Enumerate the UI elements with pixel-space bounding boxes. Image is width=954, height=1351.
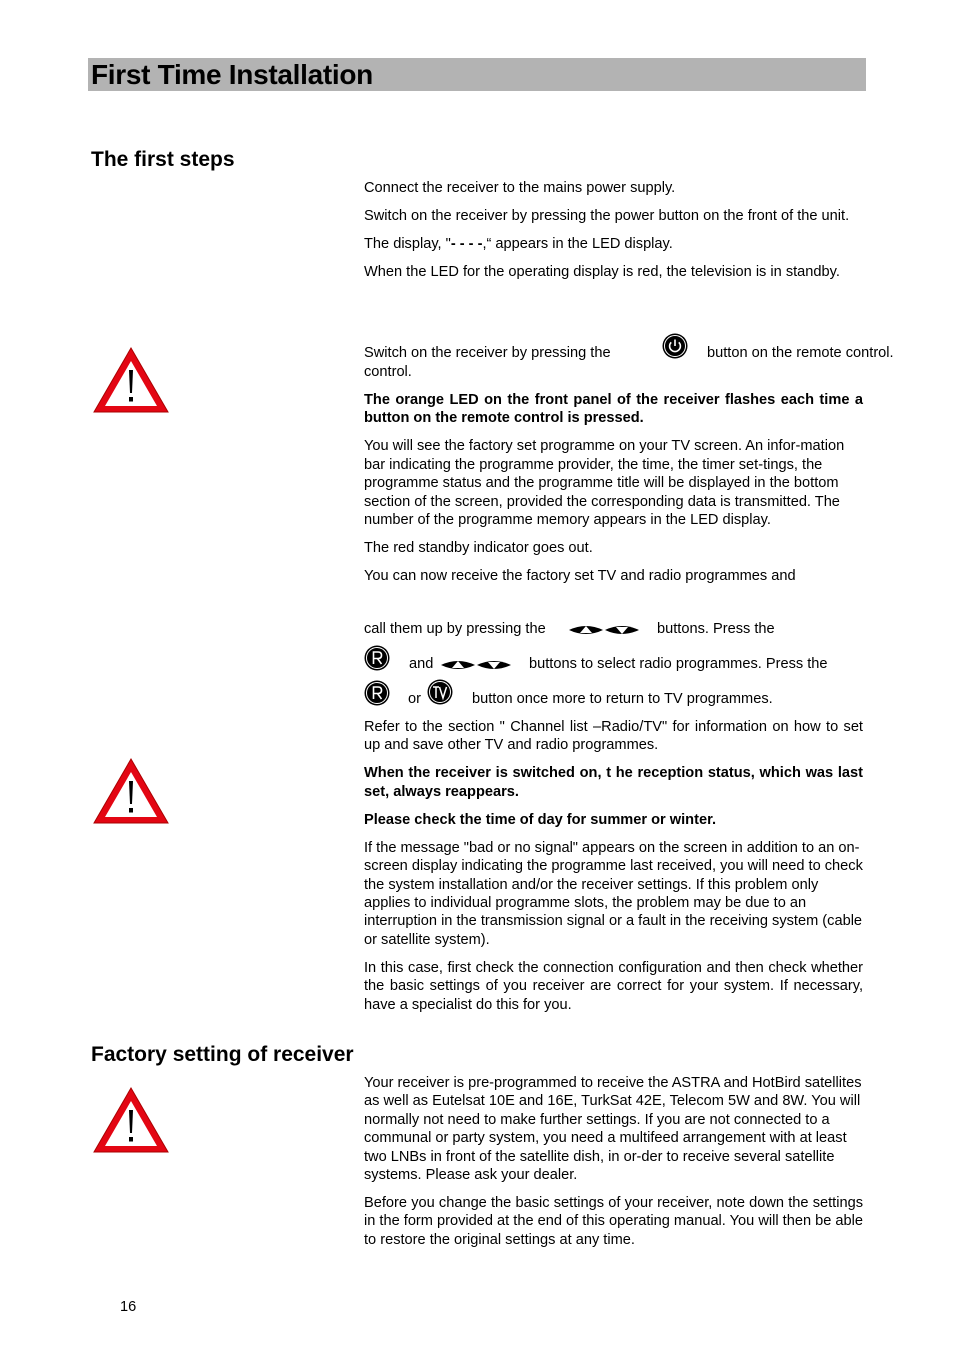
section-heading-factory-setting: Factory setting of receiver: [91, 1043, 354, 1066]
paragraph: The red standby indicator goes out.: [364, 540, 593, 557]
radio-R-button-icon: [364, 645, 390, 671]
paragraph: Switch on the receiver by pressing the power button on the front of the unit.: [364, 208, 850, 224]
warning-triangle-icon: [92, 757, 170, 825]
power-button-icon: [662, 333, 688, 359]
paragraph: You will see the factory set programme on your TV screen. An infor-mation bar indicating the programme provider, the time, the timer set-tings, the programme status and the programme title will be displayed in the bottom section of the screen, provided the corresponding data is transmitted. The number of the programme memory appears in the LED display.: [364, 438, 845, 529]
up-down-arrow-buttons-icon: [440, 656, 512, 674]
text: ,“ appears in the LED display.: [482, 236, 673, 252]
text: button on the remote control.: [707, 345, 894, 361]
paragraph: Refer to the section " Channel list –Radio/TV" for information on how to set up and save other TV and radio programmes.: [364, 719, 863, 754]
up-down-arrow-buttons-icon: [568, 621, 640, 639]
text: button once more to return to TV programmes.: [472, 691, 773, 707]
tv-button-icon: [427, 679, 453, 705]
paragraph: Your receiver is pre-programmed to receive the ASTRA and HotBird satellites as well as Eutelsat 10E and 16E, TurkSat 42E, Telecom 5W and 8W. You will normally not need to make further settings. If you are not connected to a communal or party system, you need a multifeed arrangement with at least two LNBs in front of the satellite dish, in or-der to receive several satellite systems. Please ask your dealer.: [364, 1075, 862, 1184]
radio-R-button-icon: [364, 680, 390, 706]
title-bar: [88, 58, 866, 91]
text: or: [408, 691, 421, 707]
power-instruction-cont: control.: [364, 364, 412, 380]
first-steps-block-c: [364, 718, 863, 1024]
page-number: 16: [120, 1299, 137, 1315]
warning-triangle-icon: [92, 1086, 170, 1154]
radio-buttons-row: [364, 655, 863, 679]
warning-triangle-icon: [92, 346, 170, 414]
paragraph: When the LED for the operating display is red, the television is in standby.: [364, 264, 840, 280]
paragraph: Before you change the basic settings of your receiver, note down the settings in the form provided at the end of this operating manual. You will then be able to restore the original settings at any time.: [364, 1195, 863, 1248]
text: The display, ": [364, 236, 451, 252]
paragraph-bold: Please check the time of day for summer or winter.: [364, 811, 716, 828]
paragraph-bold: When the receiver is switched on, t he reception status, which was last set, always reappears.: [364, 765, 863, 800]
text: buttons. Press the: [657, 621, 775, 637]
paragraph-bold: The orange LED on the front panel of the receiver flashes each time a button on the remote control is pressed.: [364, 392, 863, 427]
text: buttons to select radio programmes. Press the: [529, 656, 828, 672]
text: call them up by pressing the: [364, 621, 546, 637]
paragraph: Connect the receiver to the mains power supply.: [364, 180, 676, 196]
first-steps-block-a: [364, 179, 863, 291]
paragraph: [364, 235, 863, 253]
led-display-text: - - - -: [450, 236, 483, 252]
paragraph: If the message "bad or no signal" appears on the screen in addition to an on-screen display indicating the programme last received, you will need to check the system installation and/or the receiver settings. If this problem only applies to individual programme slots, the problem may be due to an interruption in the transmission signal or a fault in the receiving system (cable or satellite system).: [364, 839, 863, 948]
text: Switch on the receiver by pressing the: [364, 345, 611, 361]
factory-setting-block: [364, 1074, 863, 1259]
page-title: First Time Installation: [91, 59, 373, 90]
paragraph: In this case, first check the connection configuration and then check whether the basic settings of you receiver are correct for your system. If necessary, have a specialist do this for you.: [364, 959, 863, 1013]
paragraph: You can now receive the factory set TV and radio programmes and: [364, 568, 796, 585]
arrow-buttons-row: [364, 620, 863, 642]
tv-buttons-row: [364, 690, 863, 714]
text: and: [409, 656, 434, 672]
first-steps-block-b: [364, 391, 863, 595]
section-heading-first-steps: The first steps: [91, 148, 235, 171]
